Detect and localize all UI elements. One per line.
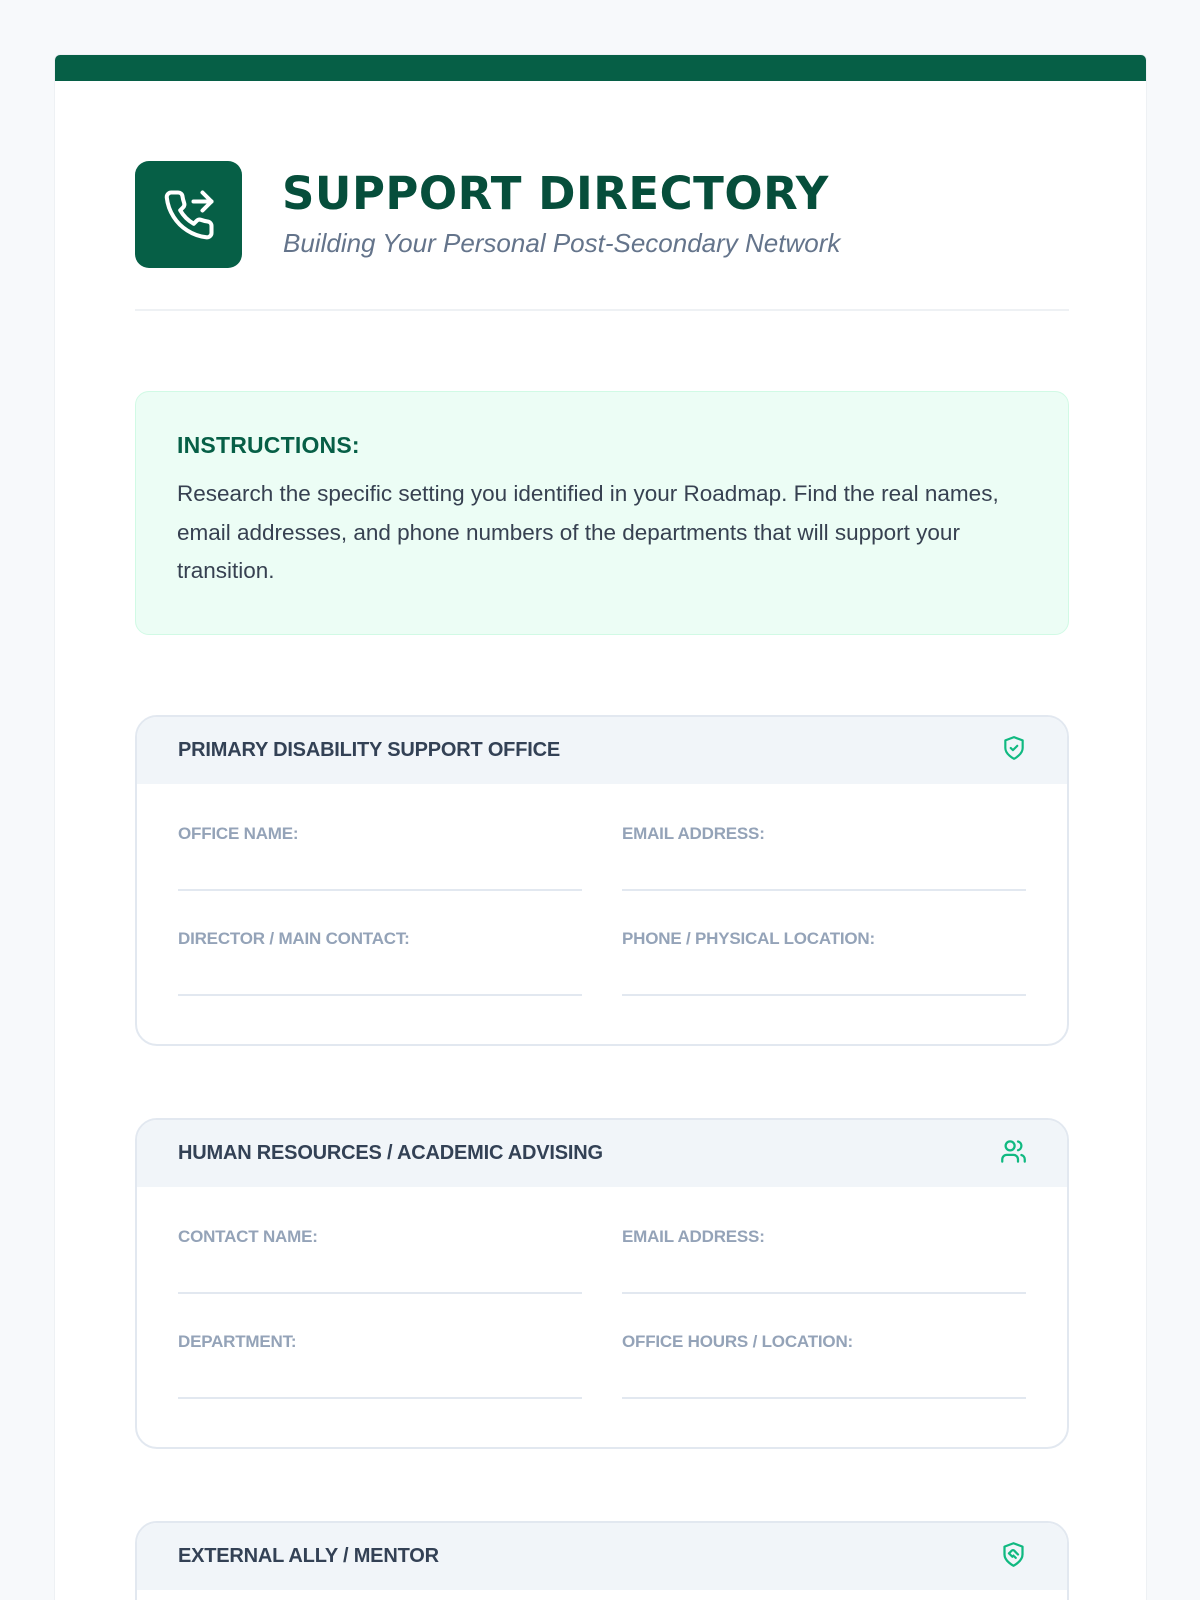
section-disability-support [135,715,1069,1046]
department-field[interactable] [178,1332,582,1399]
directory-sheet [54,54,1147,1600]
field-label: EMAIL ADDRESS: [622,824,765,843]
instructions-title: INSTRUCTIONS: [177,432,360,458]
director-contact-field[interactable] [178,929,582,996]
phone-location-field[interactable] [622,929,1026,996]
top-accent-bar [55,55,1146,81]
instructions-box [135,391,1069,635]
contact-name-field[interactable] [178,1227,582,1294]
instructions-text: Research the specific setting you identified in your Roadmap. Find the real names, email addresses, and phone numbers of the departments that will support your transition. [177,481,999,583]
field-label: DEPARTMENT: [178,1332,297,1351]
office-name-field[interactable] [178,824,582,891]
office-hours-field[interactable] [622,1332,1026,1399]
email-address-field[interactable] [622,1227,1026,1294]
section-hr-advising [135,1118,1069,1449]
users-icon [1000,1138,1027,1170]
field-label: OFFICE NAME: [178,824,299,843]
section-title: PRIMARY DISABILITY SUPPORT OFFICE [178,739,560,761]
email-address-field[interactable] [622,824,1026,891]
page-subtitle: Building Your Personal Post-Secondary Network [283,228,841,258]
field-label: EMAIL ADDRESS: [622,1227,765,1246]
field-label: DIRECTOR / MAIN CONTACT: [178,929,410,948]
shield-check-icon [1001,735,1027,766]
section-title: EXTERNAL ALLY / MENTOR [178,1545,439,1567]
section-body [137,1187,1067,1447]
section-header [137,1523,1067,1590]
field-label: CONTACT NAME: [178,1227,318,1246]
section-body [137,784,1067,1044]
page-header [135,161,1069,311]
section-external-ally [135,1521,1069,1600]
section-title: HUMAN RESOURCES / ACADEMIC ADVISING [178,1142,603,1164]
field-label: PHONE / PHYSICAL LOCATION: [622,929,875,948]
page-title: SUPPORT DIRECTORY [282,167,829,220]
section-header [137,717,1067,784]
handshake-icon [1000,1541,1027,1573]
phone-forwarded-icon [135,161,242,268]
field-label: OFFICE HOURS / LOCATION: [622,1332,853,1351]
section-header [137,1120,1067,1187]
